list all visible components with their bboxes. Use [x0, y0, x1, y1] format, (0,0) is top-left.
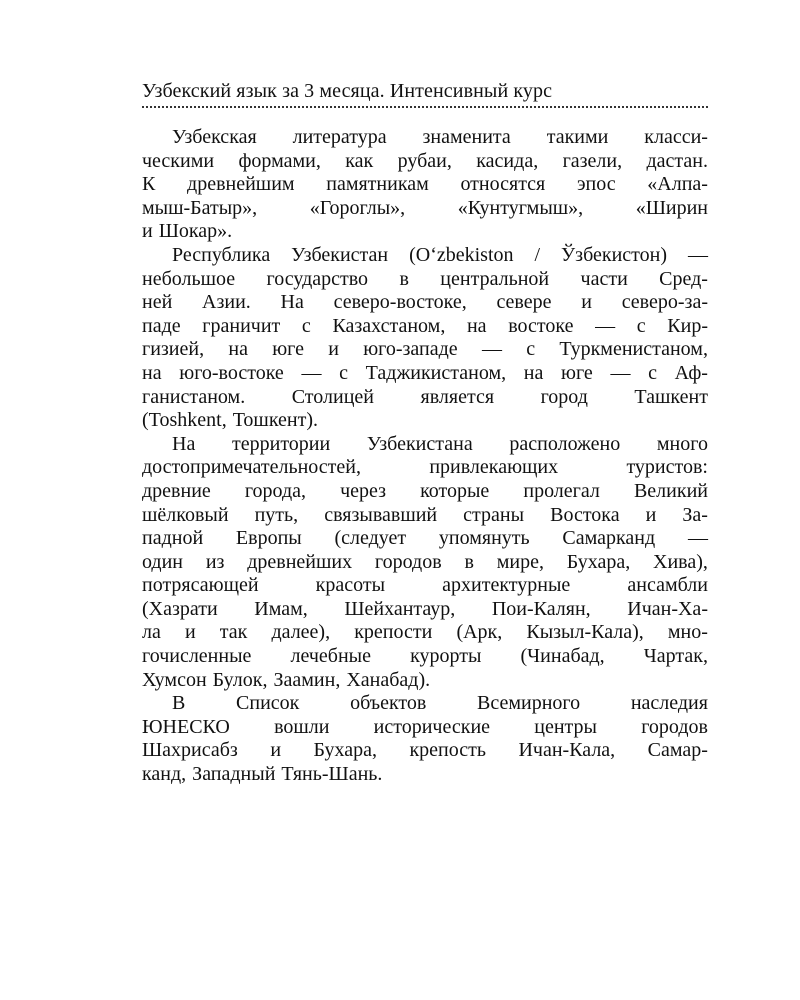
text-line: [142, 173, 708, 197]
word: территории: [232, 432, 331, 455]
word: гочисленные: [142, 645, 252, 668]
word: «Кунтугмыш»,: [457, 196, 584, 219]
paragraph: [142, 433, 708, 693]
word: /: [534, 243, 541, 266]
word: далее),: [271, 621, 331, 644]
text-line: [142, 197, 708, 221]
word: Европы: [235, 527, 302, 550]
word: древнейших: [247, 550, 353, 573]
word: —: [595, 314, 616, 337]
word: юго-востоке: [179, 361, 284, 384]
text-line: [142, 645, 708, 669]
text-line: [142, 220, 708, 244]
word: В: [172, 692, 186, 715]
word: которые: [420, 479, 490, 502]
text-line: [142, 362, 708, 386]
word: связывавший: [324, 503, 438, 526]
text-line: [142, 268, 708, 292]
word: расположено: [509, 432, 621, 455]
word: канд,: [142, 763, 187, 786]
word: туристов:: [626, 456, 708, 479]
word: Сред-: [659, 267, 708, 290]
word: Аф-: [674, 361, 708, 384]
word: город: [540, 385, 588, 408]
word: (Арк,: [456, 621, 503, 644]
word: небольшое: [142, 267, 236, 290]
word: Кызыл-Кала),: [526, 621, 644, 644]
word: Узбекистан: [291, 243, 389, 266]
word: (Toshkent,: [142, 409, 227, 432]
word: лечебные: [290, 645, 371, 668]
text-line: [142, 669, 708, 693]
text-line: [142, 291, 708, 315]
word: Тошкент).: [232, 409, 319, 432]
text-line: [142, 621, 708, 645]
word: Всемирного: [477, 692, 581, 715]
word: Азии.: [202, 291, 251, 314]
word: на: [228, 338, 248, 361]
word: страны: [463, 503, 525, 526]
word: городов: [641, 715, 708, 738]
word: —: [687, 527, 708, 550]
page-header: [142, 78, 708, 108]
word: Востока: [550, 503, 620, 526]
word: упомянуть: [438, 527, 530, 550]
word: путь,: [254, 503, 299, 526]
word: Хива),: [653, 550, 708, 573]
word: объектов: [350, 692, 427, 715]
word: с: [636, 314, 646, 337]
word: гизией,: [142, 338, 205, 361]
word: граничит: [202, 314, 281, 337]
word: шёлковый: [142, 503, 229, 526]
word: ганистаном.: [142, 385, 246, 408]
word: Тянь-Шань.: [281, 763, 383, 786]
word: юге: [272, 338, 304, 361]
word: пролегал: [523, 479, 600, 502]
text-line: [142, 409, 708, 433]
word: с: [301, 314, 311, 337]
word: востоке: [508, 314, 574, 337]
text-line: [142, 338, 708, 362]
text-line: [142, 692, 708, 716]
word: Бухара,: [313, 739, 377, 762]
word: Узбекская: [172, 126, 257, 148]
word: паде: [142, 314, 181, 337]
text-line: [142, 574, 708, 598]
word: Шейхантаур,: [344, 597, 456, 620]
word: является: [420, 385, 495, 408]
word: севере: [496, 291, 552, 314]
word: в: [464, 550, 474, 573]
word: На: [172, 432, 196, 455]
word: «Алпа-: [647, 173, 708, 196]
word: памятникам: [326, 173, 429, 196]
word: —: [610, 361, 631, 384]
word: Самар-: [647, 739, 708, 762]
word: Ўзбекистон): [561, 243, 668, 266]
word: на: [142, 361, 162, 384]
word: «Гороглы»,: [309, 196, 406, 219]
word: части: [580, 267, 628, 290]
word: вошли: [274, 715, 330, 738]
word: ла: [142, 621, 161, 644]
body-text: [142, 126, 708, 787]
word: на: [523, 361, 544, 384]
word: относятся: [460, 173, 546, 196]
word: центральной: [440, 267, 550, 290]
word: (Oʻzbekiston: [409, 243, 514, 266]
text-line: [142, 763, 708, 787]
word: Бухара,: [566, 550, 631, 573]
word: (Хазрати: [142, 597, 218, 620]
word: формами,: [238, 149, 321, 172]
word: и: [645, 503, 657, 526]
word: и: [184, 621, 196, 644]
word: рубаи,: [397, 149, 452, 172]
text-line: [142, 150, 708, 174]
word: городов: [374, 550, 442, 573]
word: Хумсон: [142, 668, 207, 691]
word: красоты: [315, 574, 386, 597]
text-line: [142, 527, 708, 551]
word: привлекающих: [429, 456, 559, 479]
word: в: [399, 267, 409, 290]
word: и: [328, 338, 339, 361]
word: —: [301, 361, 322, 384]
word: Список: [236, 692, 300, 715]
word: много: [656, 432, 708, 455]
word: К: [142, 173, 156, 196]
text-line: [142, 433, 708, 457]
text-line: [142, 456, 708, 480]
word: Кир-: [667, 314, 708, 337]
word: крепость: [409, 739, 486, 762]
word: мире,: [496, 550, 544, 573]
word: курорты: [410, 645, 482, 668]
running-title: Узбекский язык за 3 месяца. Интенсивный курс: [142, 80, 553, 102]
word: с: [526, 338, 536, 361]
paragraph: [142, 692, 708, 786]
word: касида,: [476, 149, 539, 172]
word: Таджикистаном,: [365, 361, 507, 384]
word: северо-востоке,: [333, 291, 467, 314]
word: —: [481, 338, 502, 361]
word: Ичан-Ха-: [627, 597, 708, 620]
text-line: [142, 386, 708, 410]
word: Республика: [172, 243, 271, 266]
word: Ханабад).: [346, 668, 431, 691]
word: За-: [682, 503, 708, 526]
word: Самарканд: [562, 527, 656, 550]
word: Казахстаном,: [332, 314, 446, 337]
word: Ичан-Кала,: [518, 739, 616, 762]
word: газели,: [562, 149, 623, 172]
text-line: [142, 315, 708, 339]
word: крепости: [354, 621, 433, 644]
word: (следует: [334, 527, 407, 550]
word: через: [340, 479, 387, 502]
word: потрясающей: [142, 574, 259, 597]
word: Западный: [192, 763, 276, 786]
word: Заамин,: [273, 668, 341, 691]
word: Булок,: [212, 668, 268, 691]
word: на: [466, 314, 487, 337]
word: падной: [142, 527, 204, 550]
word: и: [270, 739, 282, 762]
word: (Чинабад,: [520, 645, 605, 668]
word: знаменита: [422, 126, 511, 148]
word: древние: [142, 479, 211, 502]
word: Великий: [633, 479, 708, 502]
word: ЮНЕСКО: [142, 715, 230, 738]
word: города,: [244, 479, 307, 502]
word: с: [339, 361, 349, 384]
word: ансамбли: [627, 574, 708, 597]
word: дастан.: [646, 149, 708, 172]
word: На: [280, 291, 304, 314]
word: так: [219, 621, 248, 644]
text-line: [142, 504, 708, 528]
text-line: [142, 126, 708, 150]
paragraph: [142, 126, 708, 244]
word: Пои-Калян,: [491, 597, 591, 620]
word: исторические: [373, 715, 491, 738]
word: как: [345, 149, 374, 172]
word: Столицей: [291, 385, 374, 408]
word: достопримечательностей,: [142, 456, 362, 479]
word: с: [648, 361, 657, 384]
word: центры: [534, 715, 597, 738]
word: Ташкент: [634, 385, 708, 408]
word: «Ширин: [635, 196, 708, 219]
word: и: [581, 291, 592, 314]
word: северо-за-: [621, 291, 708, 314]
word: Туркменистаном,: [559, 338, 708, 361]
word: класси-: [644, 126, 708, 148]
word: мыш-Батыр»,: [142, 196, 258, 219]
word: и: [142, 220, 153, 243]
word: ней: [142, 291, 173, 314]
text-line: [142, 551, 708, 575]
word: такими: [546, 126, 609, 148]
word: мно-: [667, 621, 708, 644]
word: архитектурные: [442, 574, 571, 597]
text-line: [142, 716, 708, 740]
word: из: [205, 550, 225, 573]
word: Шахрисабз: [142, 739, 238, 762]
word: наследия: [630, 692, 708, 715]
word: юго-западе: [363, 338, 458, 361]
word: Чартак,: [643, 645, 708, 668]
word: один: [142, 550, 184, 573]
word: литература: [292, 126, 387, 148]
word: древнейшим: [187, 173, 295, 196]
word: эпос: [576, 173, 616, 196]
word: Узбекистана: [366, 432, 473, 455]
paragraph: [142, 244, 708, 433]
text-line: [142, 598, 708, 622]
word: —: [687, 243, 708, 266]
word: государство: [266, 267, 369, 290]
word: Имам,: [254, 597, 308, 620]
word: ческими: [142, 149, 215, 172]
text-line: [142, 480, 708, 504]
word: Шокар».: [158, 220, 233, 243]
text-line: [142, 739, 708, 763]
text-line: [142, 244, 708, 268]
word: юге: [561, 361, 593, 384]
